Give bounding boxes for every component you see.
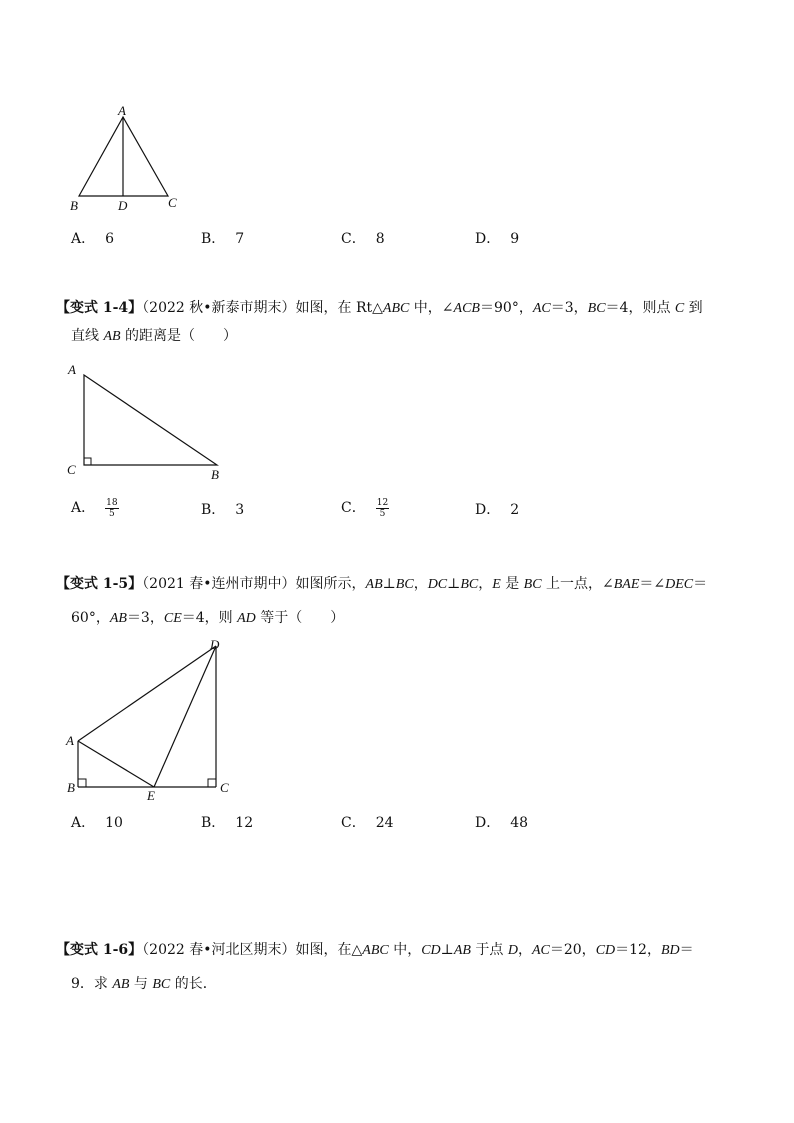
- triangle-acb: [84, 375, 217, 465]
- option-d[interactable]: D． 9: [475, 231, 520, 247]
- question-tag: 【变式 1-4】: [56, 300, 143, 316]
- options-row-1: [71, 228, 751, 248]
- question-1-6: [56, 936, 746, 998]
- label-c: C: [168, 195, 177, 210]
- label-a: A: [68, 362, 76, 377]
- fraction: $\frac{12}{5}$: [376, 497, 389, 519]
- question-line: 【变式 1-4】（2022 秋•新泰市期末）如图，在 Rt△ABC 中，∠ACB＝90°，AC＝3，BC＝4，则点 C 到: [56, 300, 703, 316]
- label-b: B: [70, 198, 78, 213]
- question-tag: 【变式 1-6】: [56, 942, 143, 958]
- option-d[interactable]: D． 48: [475, 815, 529, 831]
- option-d[interactable]: D． 2: [475, 502, 520, 518]
- question-source: （2022 秋•新泰市期末）: [142, 300, 296, 316]
- figure-quadrilateral-abcde: [60, 632, 250, 807]
- option-a[interactable]: A． $\frac{18}{5}$: [71, 497, 118, 519]
- option-b[interactable]: B． 7: [201, 231, 245, 247]
- option-c[interactable]: C． 8: [341, 231, 385, 247]
- fraction: $\frac{18}{5}$: [106, 497, 118, 519]
- option-a[interactable]: A． 10: [71, 815, 123, 831]
- options-row-1-5: [71, 812, 751, 832]
- label-c: C: [220, 780, 229, 795]
- label-e: E: [147, 788, 155, 803]
- label-b: B: [67, 780, 75, 795]
- label-d: D: [210, 637, 220, 652]
- question-line: 【变式 1-5】（2021 春•连州市期中）如图所示，AB⊥BC，DC⊥BC，E 是 BC 上一点，∠BAE＝∠DEC＝: [56, 576, 708, 592]
- question-source: （2021 春•连州市期中）: [142, 576, 296, 592]
- option-a[interactable]: A． 6: [71, 231, 115, 247]
- label-a: A: [118, 103, 126, 118]
- figure-right-triangle-acb: [60, 358, 240, 488]
- question-line: 60°，AB＝3，CE＝4，则 AD 等于（ ）: [71, 610, 345, 626]
- question-line: 直线 AB 的距离是（ ）: [71, 328, 238, 344]
- label-c: C: [67, 462, 76, 477]
- option-c[interactable]: C． $\frac{12}{5}$: [341, 497, 389, 519]
- options-row-1-4: [71, 497, 751, 517]
- label-a: A: [66, 733, 74, 748]
- option-b[interactable]: B． 12: [201, 815, 254, 831]
- segment-ae: [78, 741, 154, 787]
- right-angle-mark: [84, 458, 91, 465]
- option-c[interactable]: C． 24: [341, 815, 394, 831]
- question-source: （2022 春•河北区期末）: [142, 942, 296, 958]
- label-d: D: [118, 198, 128, 213]
- question-1-5: [56, 570, 746, 632]
- label-b: B: [211, 467, 219, 482]
- figure-triangle-abd: [60, 100, 200, 215]
- right-angle-mark-c: [208, 779, 216, 787]
- question-1-4: [56, 294, 746, 350]
- question-tag: 【变式 1-5】: [56, 576, 143, 592]
- question-line: 【变式 1-6】（2022 春•河北区期末）如图，在△ABC 中，CD⊥AB 于点 D，AC＝20，CD＝12，BD＝: [56, 942, 694, 958]
- option-b[interactable]: B． 3: [201, 502, 245, 518]
- question-line: 9．求 AB 与 BC 的长．: [71, 976, 217, 992]
- right-angle-mark-b: [78, 779, 86, 787]
